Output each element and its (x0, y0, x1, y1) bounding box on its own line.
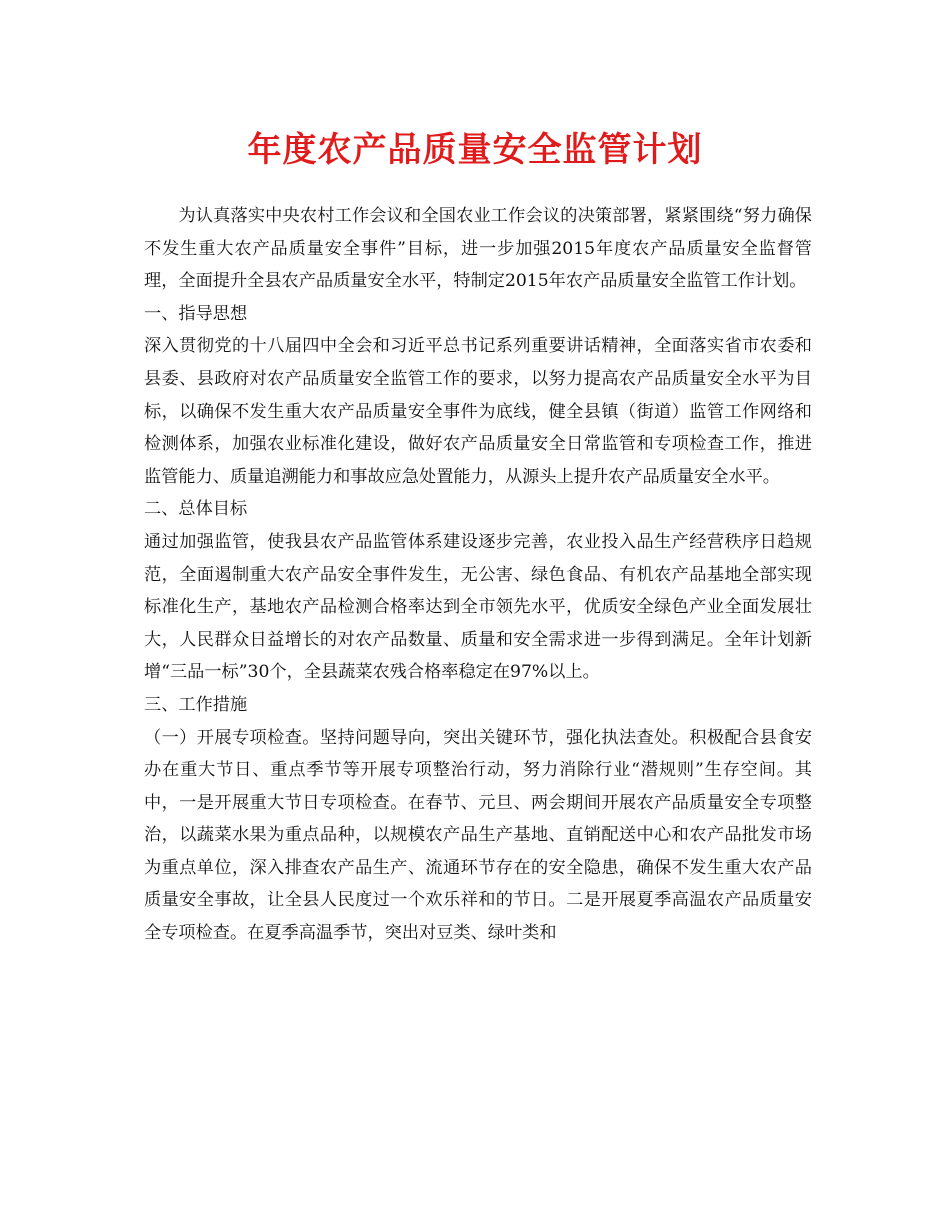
section-heading-overall-goal: 二、总体目标 (144, 499, 248, 520)
document-title: 年度农产品质量安全监管计划 (247, 130, 703, 170)
section-heading-guiding-ideology: 一、指导思想 (144, 303, 248, 324)
work-measures-paragraph: （一）开展专项检查。坚持问题导向，突出关键环节，强化执法查处。积极配合县食安办在重大节日、重点季节等开展专项整治行动，努力消除行业“潜规则”生存空间。其中，一是开展重大节日专项检查。在春节、元旦、两会期间开展农产品质量安全专项整治，以蔬菜水果为重点品种，以规模农产品生产基地、直销配送中心和农产品批发市场为重点单位，深入排查农产品生产、流通环节存在的安全隐患，确保不发生重大农产品质量安全事故，让全县人民度过一个欢乐祥和的节日。二是开展夏季高温农产品质量安全专项检查。在夏季高温季节，突出对豆类、绿叶类和 (144, 727, 812, 944)
intro-paragraph: 为认真落实中央农村工作会议和全国农业工作会议的决策部署，紧紧围绕“努力确保不发生重大农产品质量安全事件”目标，进一步加强2015年度农产品质量安全监督管理，全面提升全县农产品质量安全水平，特制定2015年农产品质量安全监管工作计划。 (144, 206, 812, 292)
section-heading-work-measures: 三、工作措施 (144, 694, 248, 715)
guiding-ideology-paragraph: 深入贯彻党的十八届四中全会和习近平总书记系列重要讲话精神，全面落实省市农委和县委、县政府对农产品质量安全监管工作的要求，以努力提高农产品质量安全水平为目标，以确保不发生重大农产品质量安全事件为底线，健全县镇（街道）监管工作网络和检测体系，加强农业标准化建设，做好农产品质量安全日常监管和专项检查工作，推进监管能力、质量追溯能力和事故应急处置能力，从源头上提升农产品质量安全水平。 (144, 336, 812, 487)
document-body (144, 200, 812, 950)
overall-goal-paragraph: 通过加强监管，使我县农产品监管体系建设逐步完善，农业投入品生产经营秩序日趋规范，全面遏制重大农产品安全事件发生，无公害、绿色食品、有机农产品基地全部实现标准化生产，基地农产品检测合格率达到全市领先水平，优质安全绿色产业全面发展壮大，人民群众日益增长的对农产品数量、质量和安全需求进一步得到满足。全年计划新增“三品一标”30个，全县蔬菜农残合格率稳定在97%以上。 (144, 531, 812, 683)
